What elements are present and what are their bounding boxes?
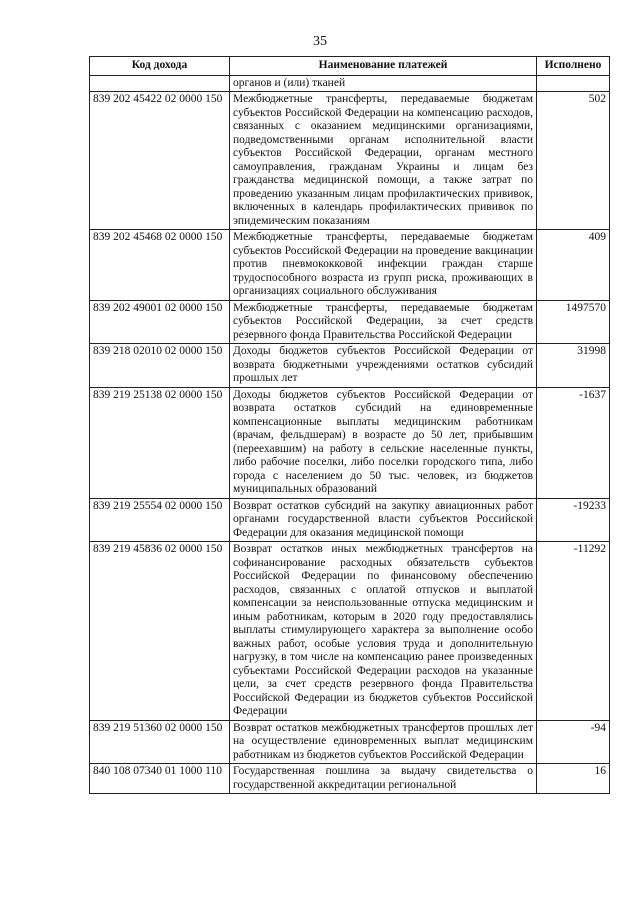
payment-name: Межбюджетные трансферты, передаваемые бюджетам субъектов Российской Федерации, за счет средств резервного фонда Правительства Российской Федерации xyxy=(230,300,537,344)
revenue-code: 839 202 49001 02 0000 150 xyxy=(90,300,230,344)
executed-amount: 502 xyxy=(537,92,610,230)
table-row xyxy=(90,542,610,721)
table-row xyxy=(90,720,610,764)
executed-amount: -94 xyxy=(537,720,610,764)
executed-amount: -11292 xyxy=(537,542,610,721)
payment-name: Возврат остатков субсидий на закупку авиационных работ органами государственной власти субъектов Российской Федерации для оказания медицинской помощи xyxy=(230,498,537,542)
payment-name: Государственная пошлина за выдачу свидетельства о государственной аккредитации региональной xyxy=(230,764,537,794)
revenue-code: 839 202 45422 02 0000 150 xyxy=(90,92,230,230)
revenue-code: 839 219 25554 02 0000 150 xyxy=(90,498,230,542)
executed-amount: 16 xyxy=(537,764,610,794)
revenue-table xyxy=(89,56,610,794)
revenue-code: 839 202 45468 02 0000 150 xyxy=(90,230,230,301)
revenue-code: 839 219 51360 02 0000 150 xyxy=(90,720,230,764)
table-row xyxy=(90,300,610,344)
payment-name: Межбюджетные трансферты, передаваемые бюджетам субъектов Российской Федерации на проведение вакцинации против пневмококковой инфекции граждан старше трудоспособного возраста из групп риска, проживающих в организациях социального обслуживания xyxy=(230,230,537,301)
payment-name: Доходы бюджетов субъектов Российской Федерации от возврата бюджетными учреждениями остатков субсидий прошлых лет xyxy=(230,344,537,388)
payment-name: органов и (или) тканей xyxy=(230,75,537,92)
executed-amount xyxy=(537,75,610,92)
revenue-code: 839 219 45836 02 0000 150 xyxy=(90,542,230,721)
payment-name: Возврат остатков межбюджетных трансфертов прошлых лет на осуществление единовременных выплат медицинским работникам из бюджетов субъектов Российской Федерации xyxy=(230,720,537,764)
table-row xyxy=(90,764,610,794)
table-row xyxy=(90,387,610,498)
page-number: 35 xyxy=(313,34,327,49)
payment-name: Возврат остатков иных межбюджетных трансфертов на софинансирование расходных обязательств субъектов Российской Федерации по финансовому обеспечению расходов, связанных с оплатой отпусков и выплатой компенсации за неиспользованные отпуска медицинским и иным работникам, которым в 2020 году предоставлялись выплаты стимулирующего характера за выполнение особо важных работ, особые условия труда и дополнительную нагрузку, в том числе на компенсацию ранее произведенных субъектами Российской Федерации расходов на указанные цели, за счет средств резервного фонда Правительства Российской Федерации из бюджетов субъектов Российской Федерации xyxy=(230,542,537,721)
table-row xyxy=(90,230,610,301)
executed-amount: -1637 xyxy=(537,387,610,498)
executed-amount: -19233 xyxy=(537,498,610,542)
table-row xyxy=(90,344,610,388)
revenue-code: 839 219 25138 02 0000 150 xyxy=(90,387,230,498)
table-row xyxy=(90,92,610,230)
table-header-row xyxy=(90,57,610,76)
header-amount: Исполнено xyxy=(537,57,610,76)
executed-amount: 1497570 xyxy=(537,300,610,344)
header-code: Код дохода xyxy=(90,57,230,76)
header-name: Наименование платежей xyxy=(230,57,537,76)
revenue-code xyxy=(90,75,230,92)
executed-amount: 409 xyxy=(537,230,610,301)
revenue-code: 840 108 07340 01 1000 110 xyxy=(90,764,230,794)
revenue-code: 839 218 02010 02 0000 150 xyxy=(90,344,230,388)
executed-amount: 31998 xyxy=(537,344,610,388)
payment-name: Межбюджетные трансферты, передаваемые бюджетам субъектов Российской Федерации на компенсацию расходов, связанных с оказанием медицинскими организациями, подведомственными органам исполнительной власти субъектов Российской Федерации, органам местного самоуправления, гражданам Украины и лицам без гражданства медицинской помощи, а также затрат по проведению указанным лицам профилактических прививок, включенных в календарь профилактических прививок по эпидемическим показаниям xyxy=(230,92,537,230)
payment-name: Доходы бюджетов субъектов Российской Федерации от возврата остатков субсидий на единовременные компенсационные выплаты медицинским работникам (врачам, фельдшерам) в возрасте до 50 лет, прибывшим (переехавшим) на работу в сельские населенные пункты, либо рабочие поселки, либо поселки городского типа, либо города с населением до 50 тыс. человек, из бюджетов муниципальных образований xyxy=(230,387,537,498)
table-row xyxy=(90,498,610,542)
table-row xyxy=(90,75,610,92)
